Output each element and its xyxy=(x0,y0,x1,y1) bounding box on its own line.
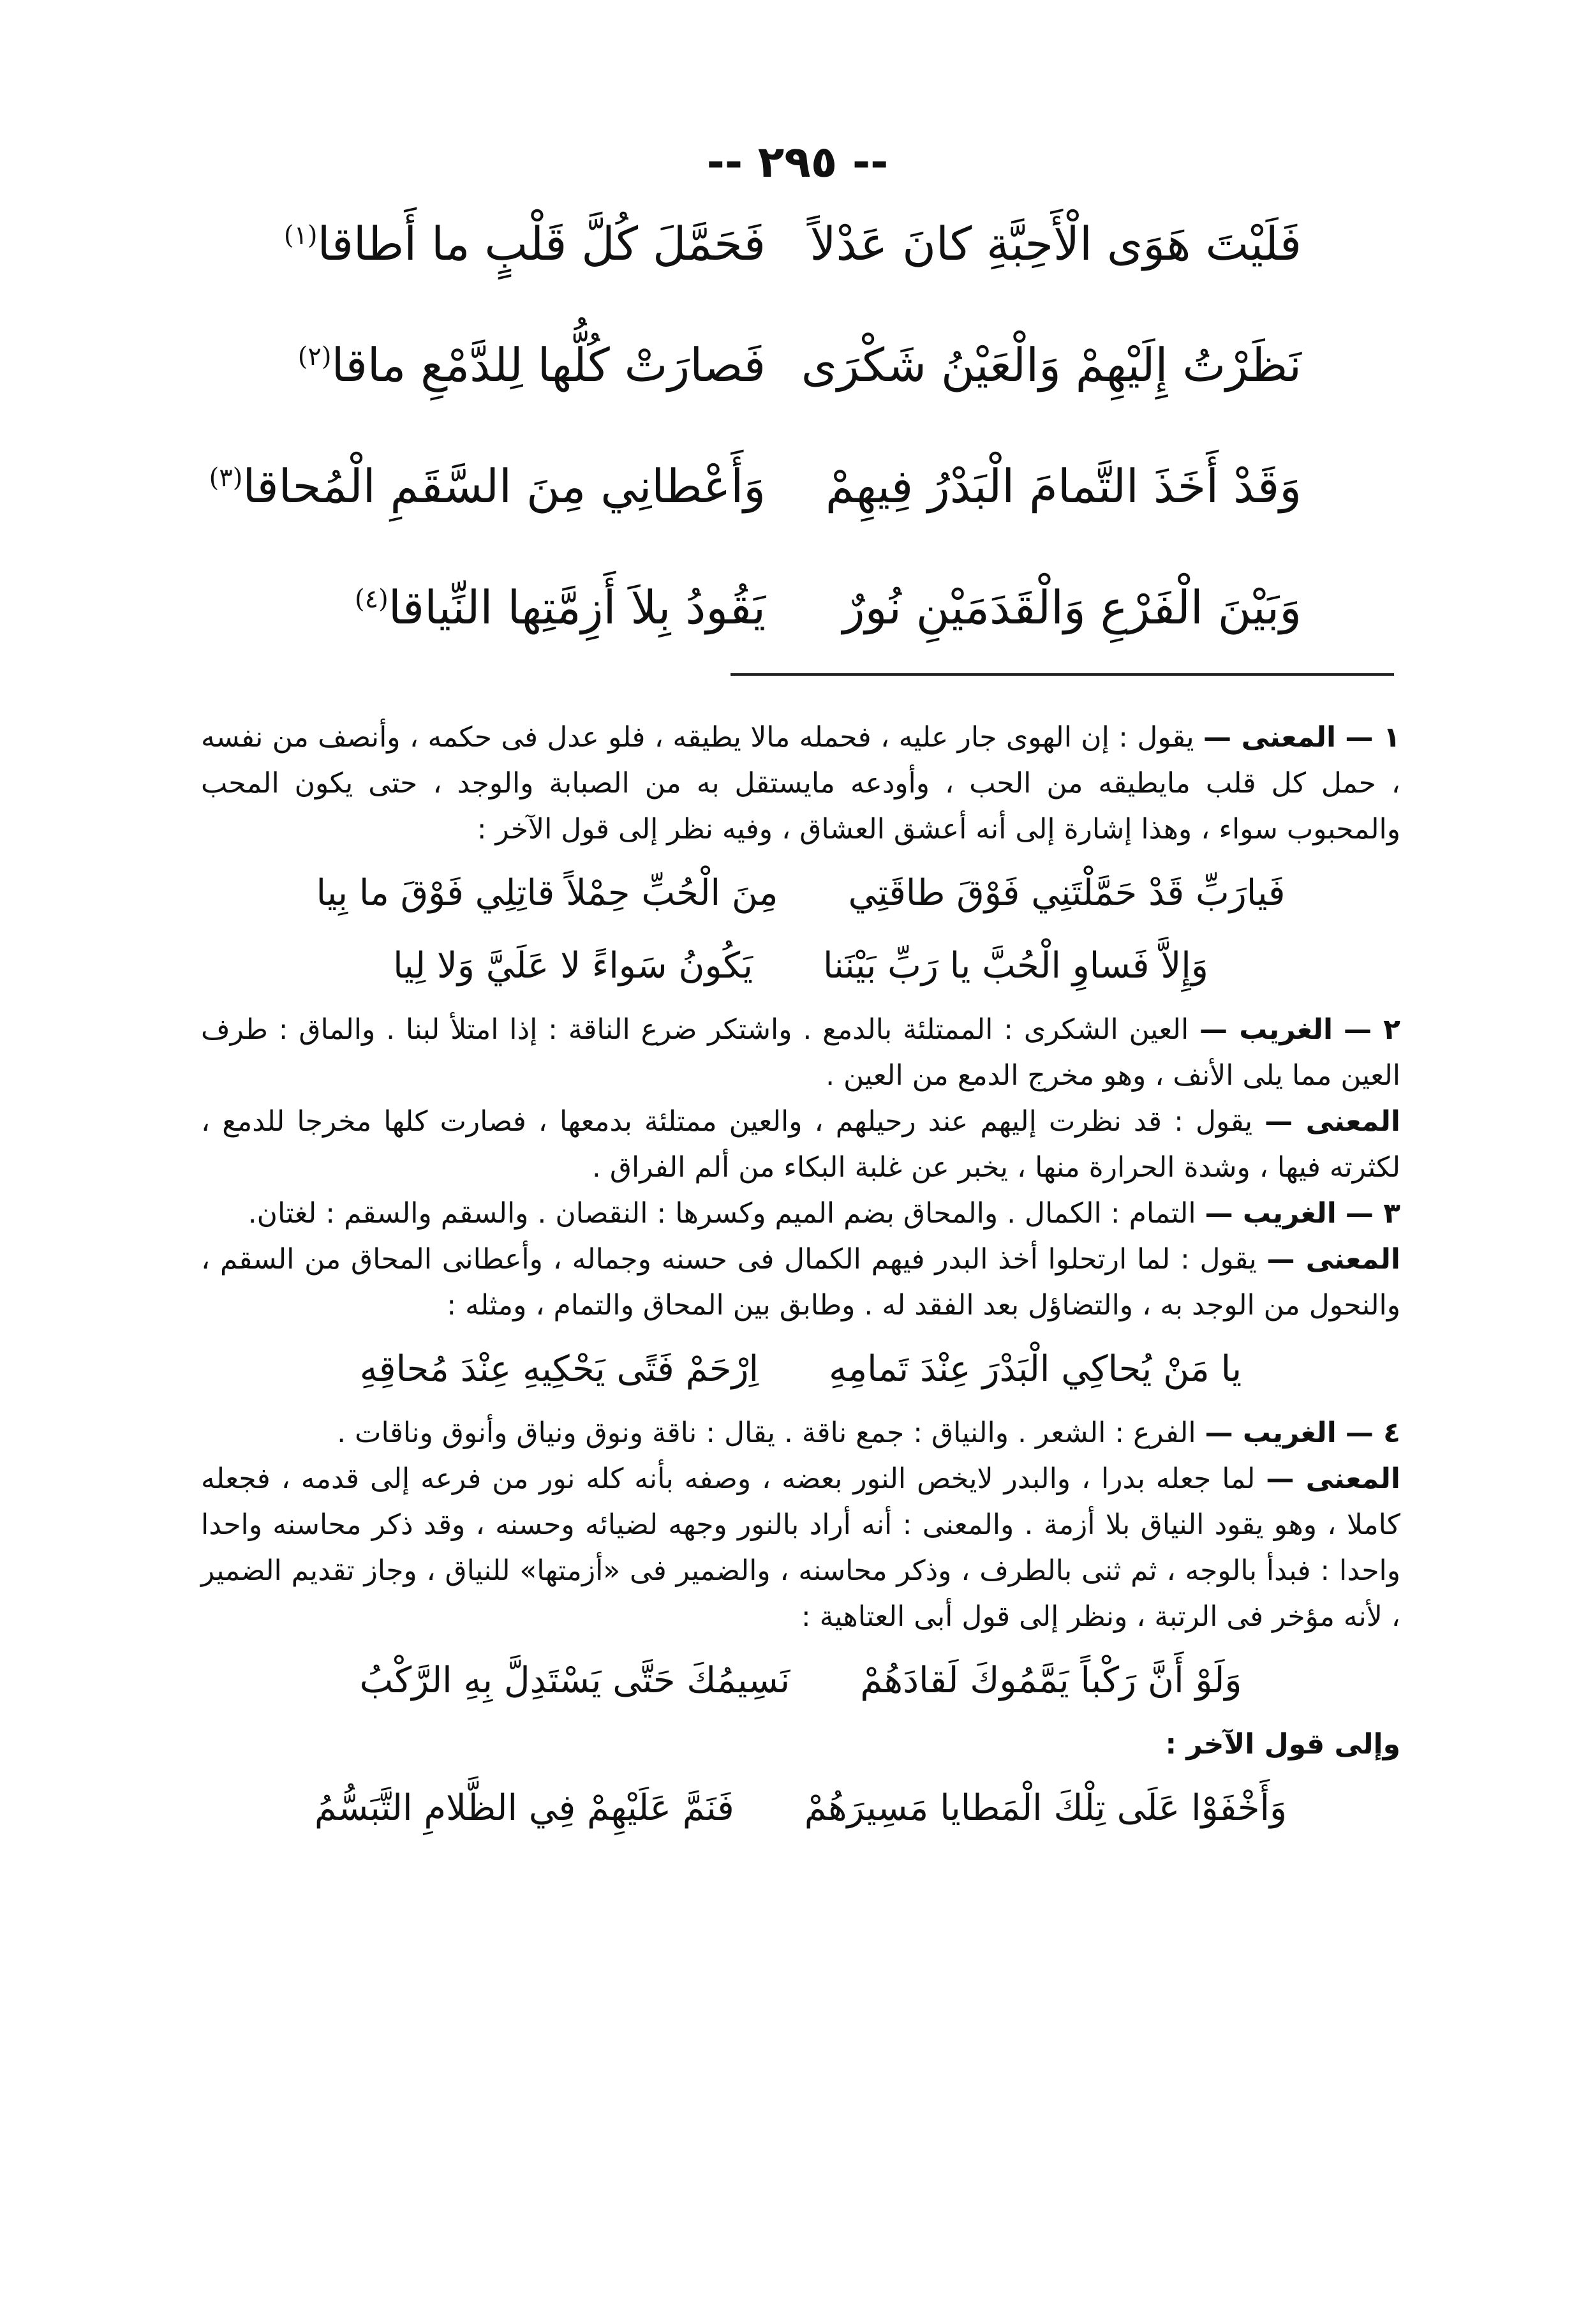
poem-verse xyxy=(268,581,1302,702)
verse-second-hemistich xyxy=(268,581,766,634)
note-3-meaning xyxy=(201,1237,1400,1329)
note-3 xyxy=(201,1191,1400,1237)
quoted-verse xyxy=(201,1649,1400,1713)
note-label: الغريب — xyxy=(1205,1197,1337,1230)
note-text: يقول : قد نظرت إليهم عند رحيلهم ، والعين ممتلئة بدمعها ، فصارت كلها مخرجا للدمع ، لكثرته فيها ، وشدة الحرارة منها ، يخبر عن غلبة البكاء من ألم الفراق . xyxy=(201,1105,1400,1184)
footnote-marker: (٤) xyxy=(355,585,389,614)
note-text: التمام : الكمال . والمحاق بضم الميم وكسرها : النقصان . والسقم والسقم : لغتان. xyxy=(248,1197,1196,1230)
note-number: ١ — xyxy=(1345,721,1400,754)
quoted-first-hemistich: وَإِلاَّ فَساوِ الْحُبَّ يا رَبِّ بَيْنَنا xyxy=(823,945,1208,987)
hemistich-text: يَقُودُ بِلاَ أَزِمَّتِها النِّياقا xyxy=(388,581,766,634)
footnote-divider xyxy=(731,673,1394,676)
verse-second-hemistich xyxy=(268,217,766,271)
quoted-first-hemistich: يا مَنْ يُحاكِي الْبَدْرَ عِنْدَ تَمامِهِ xyxy=(829,1348,1242,1390)
verse-second-hemistich xyxy=(209,459,766,513)
commentary xyxy=(201,715,1400,1849)
note-label: المعنى — xyxy=(1265,1105,1401,1138)
note-text: لما جعله بدرا ، والبدر لايخص النور بعضه ، وصفه بأنه كله نور من فرعه إلى قدمه ، فجعله كاملا ، وهو يقود النياق بلا أزمة . والمعنى : أنه أراد بالنور وجهه لضيائه وحسنه ، وقد ذكر محاسنه واحدا واحدا : فبدأ بالوجه ، ثم ثنى بالطرف ، وذكر محاسنه ، والضمير فى «أزمتها» للنياق ، وجاز تقديم الضمير ، لأنه مؤخر فى الرتبة ، ونظر إلى قول أبى العتاهية : xyxy=(201,1463,1400,1633)
note-text: الفرع : الشعر . والنياق : جمع ناقة . يقال : ناقة ونوق ونياق وأنوق وناقات . xyxy=(337,1417,1196,1449)
poem-verse xyxy=(268,338,1302,459)
quoted-first-hemistich: وَلَوْ أَنَّ رَكْباً يَمَّمُوكَ لَقادَهُمْ xyxy=(860,1660,1242,1701)
note-2-meaning xyxy=(201,1099,1400,1191)
note-1 xyxy=(201,715,1400,853)
quoted-second-hemistich: يَكُونُ سَواءً لا عَلَيَّ وَلا لِيا xyxy=(393,945,753,987)
poem-verse xyxy=(268,217,1302,338)
note-label: المعنى — xyxy=(1203,721,1337,754)
note-number: ٤ — xyxy=(1345,1417,1400,1449)
quoted-second-hemistich: فَنَمَّ عَلَيْهِمْ فِي الظَّلامِ التَّبَسُّمُ xyxy=(314,1787,734,1829)
quoted-verse xyxy=(201,1337,1400,1401)
verse-first-hemistich: فَلَيْتَ هَوَى الْأَحِبَّةِ كانَ عَدْلاً xyxy=(810,217,1302,271)
footnote-marker: (٣) xyxy=(209,463,243,493)
poem-verse xyxy=(209,459,1302,581)
note-text: يقول : إن الهوى جار عليه ، فحمله مالا يطيقه ، فلو عدل فى حكمه ، وأنصف من نفسه ، حمل كل قلب مايطيقه من الحب ، وأودعه مايستقل به من الصبابة والوجد ، حتى يكون المحب والمحبوب سواء ، وهذا إشارة إلى أنه أعشق العشاق ، وفيه نظر إلى قول الآخر : xyxy=(201,721,1400,845)
quoted-first-hemistich: وَأَخْفَوْا عَلَى تِلْكَ الْمَطايا مَسِيرَهُمْ xyxy=(804,1787,1287,1829)
quoted-second-hemistich: اِرْحَمْ فَتًى يَحْكِيهِ عِنْدَ مُحاقِهِ xyxy=(359,1348,759,1390)
footnote-marker: (٢) xyxy=(297,342,332,371)
verse-first-hemistich: نَظَرْتُ إِلَيْهِمْ وَالْعَيْنُ شَكْرَى xyxy=(801,338,1302,392)
quoted-second-hemistich: نَسِيمُكَ حَتَّى يَسْتَدِلَّ بِهِ الرَّكْبُ xyxy=(359,1660,790,1701)
hemistich-text: فَحَمَّلَ كُلَّ قَلْبٍ ما أَطاقا xyxy=(317,217,766,271)
note-2 xyxy=(201,1007,1400,1099)
note-number: ٢ — xyxy=(1343,1013,1400,1046)
verse-first-hemistich: وَقَدْ أَخَذَ التَّمامَ الْبَدْرُ فِيهِمْ xyxy=(825,459,1302,513)
quoted-verse xyxy=(201,861,1400,925)
quoted-second-hemistich: مِنَ الْحُبِّ حِمْلاً قاتِلِي فَوْقَ ما بِيا xyxy=(316,872,778,914)
quoted-verse xyxy=(201,934,1400,998)
poem xyxy=(209,217,1302,702)
note-label: الغريب — xyxy=(1199,1013,1333,1046)
quote-intro: وإلى قول الآخر : xyxy=(1165,1728,1400,1761)
note-label: المعنى — xyxy=(1266,1243,1400,1276)
note-text: العين الشكرى : الممتلئة بالدمع . واشتكر ضرع الناقة : إذا امتلأ لبنا . والماق : طرف العين مما يلى الأنف ، وهو مخرج الدمع من العين . xyxy=(201,1013,1400,1092)
note-4 xyxy=(201,1410,1400,1456)
quoted-first-hemistich: فَيارَبِّ قَدْ حَمَّلْتَنِي فَوْقَ طاقَتِي xyxy=(848,872,1286,914)
note-text: يقول : لما ارتحلوا أخذ البدر فيهم الكمال فى حسنه وجماله ، وأعطانى المحاق من السقم ، والنحول من الوجد به ، والتضاؤل بعد الفقد له . وطابق بين المحاق والتمام ، ومثله : xyxy=(201,1243,1400,1322)
note-4-meaning xyxy=(201,1456,1400,1640)
quoted-verse xyxy=(201,1777,1400,1840)
note-label: الغريب — xyxy=(1205,1417,1337,1449)
footnote-marker: (١) xyxy=(283,221,318,250)
note-number: ٣ — xyxy=(1345,1197,1400,1230)
note-label: المعنى — xyxy=(1266,1463,1401,1495)
verse-first-hemistich: وَبَيْنَ الْفَرْعِ وَالْقَدَمَيْنِ نُورٌ xyxy=(842,581,1302,634)
hemistich-text: وَأَعْطانِي مِنَ السَّقَمِ الْمُحاقا xyxy=(242,459,766,513)
page-number: -- ٢٩٥ -- xyxy=(706,137,889,188)
hemistich-text: فَصارَتْ كُلُّها لِلدَّمْعِ ماقا xyxy=(331,338,766,392)
verse-second-hemistich xyxy=(268,338,766,392)
